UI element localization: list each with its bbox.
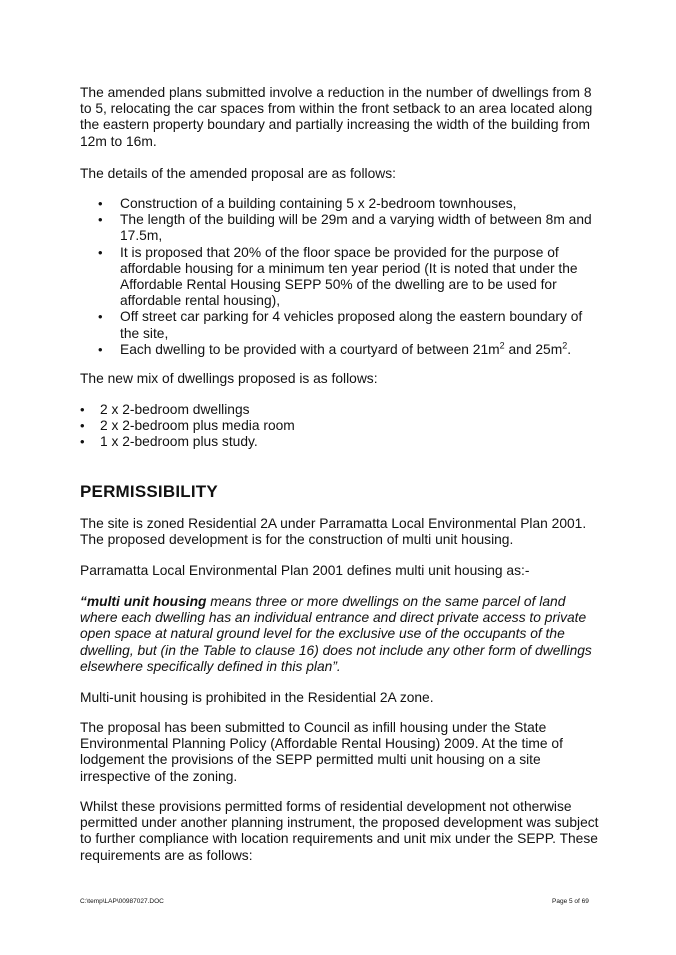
zoning-paragraph: The site is zoned Residential 2A under Parramatta Local Environmental Plan 2001. The proposed development is for the construction of multi unit housing. <box>80 516 587 548</box>
list-item: • Off street car parking for 4 vehicles proposed along the eastern boundary of the site, <box>98 309 583 341</box>
whilst-paragraph: Whilst these provisions permitted forms of residential development not otherwise permitted under another planning instrument, the proposed development was subject to further compliance with location requirements and unit mix under the SEPP. These requirements are as follows: <box>80 799 599 863</box>
bullet-icon: • <box>98 244 103 260</box>
list-item: • Each dwelling to be provided with a courtyard of between $21m^2$ and $25m^2$. <box>98 340 572 357</box>
list-item: • 2 x 2-bedroom plus media room <box>80 418 295 434</box>
prohibited-paragraph: Multi-unit housing is prohibited in the Residential 2A zone. <box>80 690 434 705</box>
bullet-icon: • <box>98 341 103 357</box>
mix-bullet-list <box>80 402 600 451</box>
footer-file-path: C:\temp\LAP\00987027.DOC <box>80 898 164 905</box>
bullet-icon: • <box>98 212 103 228</box>
bullet-icon: • <box>98 196 103 211</box>
list-item: • 2 x 2-bedroom dwellings <box>80 402 250 417</box>
list-item: • Construction of a building containing 5 x 2-bedroom townhouses, <box>98 196 517 211</box>
bullet-icon: • <box>80 434 85 450</box>
mix-intro: The new mix of dwellings proposed is as follows: <box>80 371 378 386</box>
bullet-icon: • <box>98 309 103 325</box>
details-intro: The details of the amended proposal are as follows: <box>80 166 396 181</box>
sepp-paragraph: The proposal has been submitted to Council as infill housing under the State Environmental Planning Policy (Affordable Rental Housing) 2009. At the time of lodgement the provisions of the SEPP permitted multi unit housing on a site irrespective of the zoning. <box>80 720 563 784</box>
list-item: • 1 x 2-bedroom plus study. <box>80 434 258 450</box>
list-item: • The length of the building will be 29m and a varying width of between 8m and 17.5m, <box>98 212 592 244</box>
details-bullet-list <box>80 196 600 358</box>
intro-paragraph: The amended plans submitted involve a reduction in the number of dwellings from 8 to 5, relocating the car spaces from within the front setback to an area located along the eastern property boundary and partially increasing the width of the building from 12m to 16m. <box>80 85 593 149</box>
definition-term: “multi unit housing <box>80 594 207 609</box>
bullet-icon: • <box>80 402 85 417</box>
definition-text: means three or more dwellings on the same parcel of land where each dwelling has an individual entrance and direct private access to private open space at natural ground level for the exclusive use of the occupants of the dwelling, but (in the Table to clause 16) does not include any other form of dwellings elsewhere specifically defined in this plan”. <box>80 594 592 674</box>
list-item: • It is proposed that 20% of the floor space be provided for the purpose of affordable housing for a minimum ten year period (It is noted that under the Affordable Rental Housing SEPP 50% of the dwelling are to be used for affordable rental housing), <box>98 244 578 309</box>
footer-page-number: Page 5 of 69 <box>552 898 589 905</box>
section-heading: PERMISSIBILITY <box>80 482 218 501</box>
definition-quote <box>80 594 600 675</box>
bullet-icon: • <box>80 418 85 434</box>
defines-paragraph: Parramatta Local Environmental Plan 2001 defines multi unit housing as:- <box>80 563 530 578</box>
